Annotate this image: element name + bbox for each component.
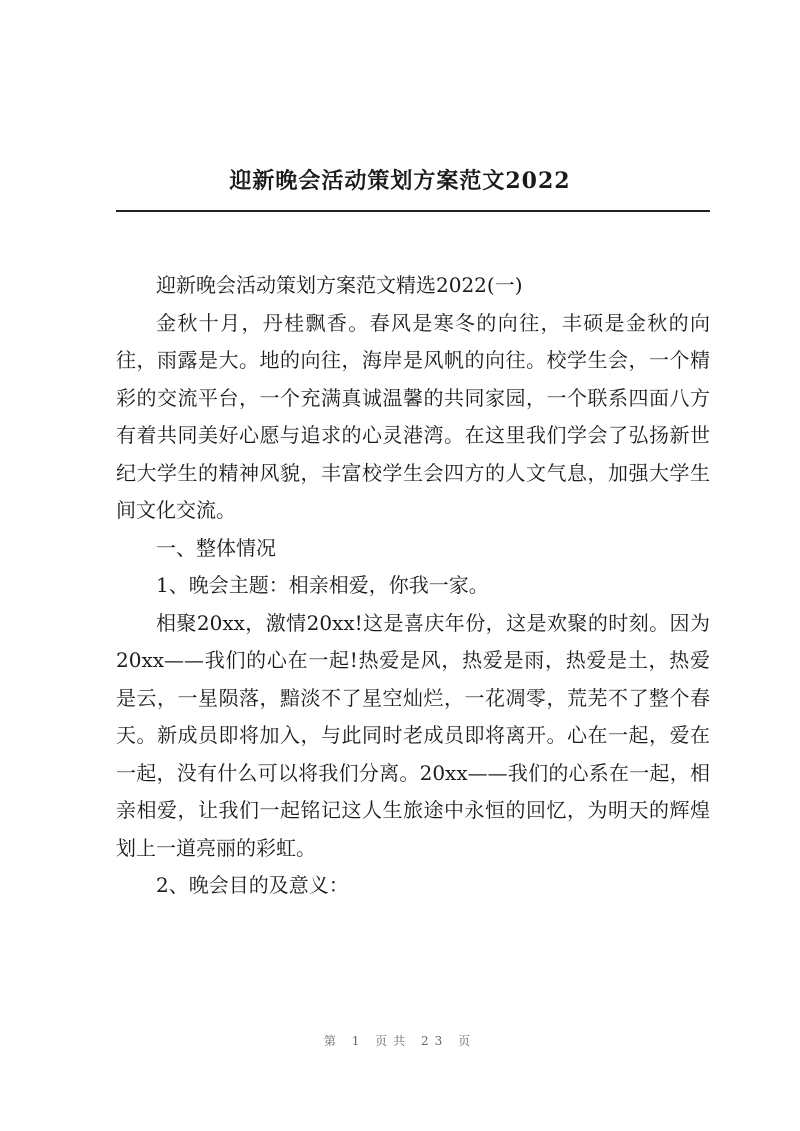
purpose-item: 2、晚会目的及意义： [156, 873, 349, 897]
document-body [116, 267, 710, 905]
title-divider [116, 210, 710, 212]
theme-paragraph: 相聚20xx，激情20xx!这是喜庆年份，这是欢聚的时刻。因为20xx——我们的心在一起!热爱是风，热爱是雨，热爱是土，热爱是云，一星陨落，黯淡不了星空灿烂，一花凋零，荒芜不了整个春天。新成员即将加入，与此同时老成员即将离开。心在一起，爱在一起，没有什么可以将我们分离。20xx——我们的心系在一起，相亲相爱，让我们一起铭记这人生旅途中永恒的回忆，为明天的辉煌划上一道亮丽的彩虹。 [116, 610, 710, 860]
section-heading-overview: 一、整体情况 [156, 535, 276, 560]
subtitle-paragraph: 迎新晚会活动策划方案范文精选2022(一) [156, 273, 523, 297]
page-number-footer: 第 1 页共 23 页 [323, 1034, 477, 1048]
theme-item: 1、晚会主题：相亲相爱，你我一家。 [156, 573, 489, 597]
page-title: 迎新晚会活动策划方案范文2022 [229, 168, 571, 194]
intro-paragraph: 金秋十月，丹桂飘香。春风是寒冬的向往，丰硕是金秋的向往，雨露是大。地的向往，海岸是风帆的向往。校学生会，一个精彩的交流平台，一个充满真诚温馨的共同家园，一个联系四面八方有着共同美好心愿与追求的心灵港湾。在这里我们学会了弘扬新世纪大学生的精神风貌，丰富校学生会四方的人文气息，加强大学生间文化交流。 [116, 310, 710, 522]
